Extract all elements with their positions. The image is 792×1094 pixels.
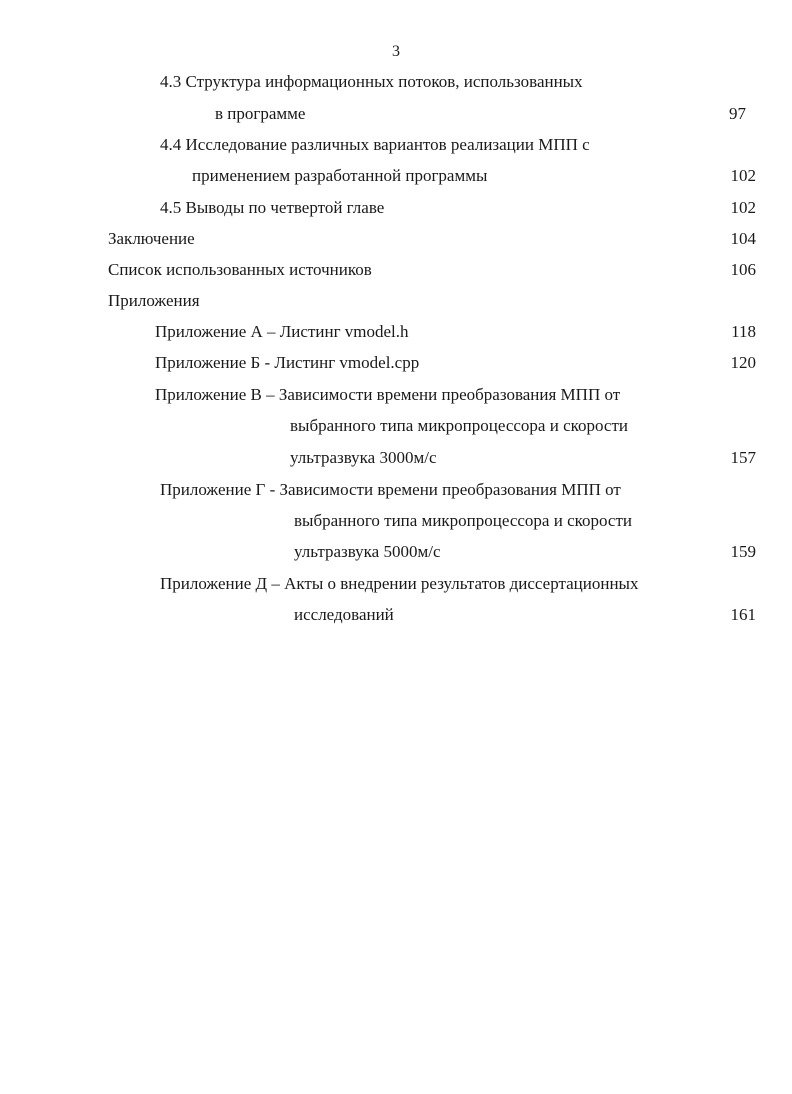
toc-entry-appendix-d-line1: Приложение Д – Акты о внедрении результатов диссертационных [160, 574, 639, 593]
toc-entry-4-3-page: 97 [729, 104, 746, 123]
toc-entry-appendix-d-page: 161 [730, 605, 756, 624]
toc-entry-4-4-line1: 4.4 Исследование различных вариантов реализации МПП с [160, 135, 590, 154]
toc-entry-references-page: 106 [730, 260, 756, 279]
toc-entry-references: Список использованных источников [108, 260, 372, 279]
toc-entry-4-3-line1: 4.3 Структура информационных потоков, использованных [160, 72, 583, 91]
page-number: 3 [392, 43, 400, 60]
toc-entry-appendix-g-line3: ультразвука 5000м/с [294, 542, 441, 561]
toc-entry-appendices: Приложения [108, 291, 200, 310]
toc-entry-appendix-g-line2: выбранного типа микропроцессора и скорости [294, 511, 633, 530]
toc-entry-4-5-page: 102 [730, 198, 756, 217]
toc-entry-appendix-a: Приложение А – Листинг vmodel.h [155, 322, 409, 341]
toc-entry-appendix-v-line2: выбранного типа микропроцессора и скорости [290, 416, 629, 435]
toc-entry-appendix-b-page: 120 [730, 353, 756, 372]
toc-entry-appendix-b: Приложение Б - Листинг vmodel.cpp [155, 353, 420, 372]
toc-entry-appendix-a-page: 118 [731, 322, 756, 341]
toc-entry-appendix-v-line3: ультразвука 3000м/с [290, 448, 437, 467]
toc-entry-appendix-g-line1: Приложение Г - Зависимости времени преобразования МПП от [160, 480, 621, 499]
toc-entry-appendix-v-page: 157 [730, 448, 756, 467]
toc-entry-appendix-v-line1: Приложение В – Зависимости времени преобразования МПП от [155, 385, 621, 404]
toc-entry-4-4-page: 102 [730, 166, 756, 185]
toc-entry-conclusion: Заключение [108, 229, 195, 248]
toc-entry-appendix-d-line2: исследований [294, 605, 394, 624]
toc-entry-4-4-line2: применением разработанной программы [192, 166, 488, 185]
toc-entry-conclusion-page: 104 [730, 229, 756, 248]
toc-entry-appendix-g-page: 159 [730, 542, 756, 561]
toc-entry-4-3-line2: в программе [215, 104, 306, 123]
toc-entry-4-5: 4.5 Выводы по четвертой главе [160, 198, 385, 217]
